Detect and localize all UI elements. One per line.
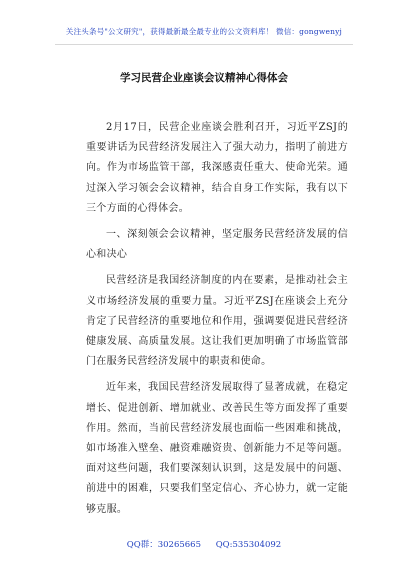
paragraph: 近年来，我国民营经济发展取得了显著成就，在稳定增长、促进创新、增加就业、改善民生等方面发挥了重要作用。然而，当前民营经济发展也面临一些困难和挑战，如市场准入壁垒、融资难融资贵、创新能力不足等问题。面对这些问题，我们要深刻认识到，这是发展中的问题、前进中的困难，只要我们坚定信心、齐心协力，就一定能够克服。 [86,382,348,515]
paragraph: 民营经济是我国经济制度的内在要素，是推动社会主义市场经济发展的重要力量。习近平ZSJ在座谈会上充分肯定了民营经济的重要地位和作用，强调要促进民营经济健康发展、高质量发展。这让我们更加明确了市场监管部门在服务民营经济发展中的职责和使命。 [86,275,348,368]
footer-contact [0,538,408,550]
section-heading: 一、深刻领会会议精神，坚定服务民营经济发展的信心和决心 [86,229,348,261]
qq-group-text: QQ群：30265665 [126,540,201,550]
header-divider [55,44,353,45]
document-title: 学习民营企业座谈会议精神心得体会 [120,72,288,84]
document-body [86,118,348,526]
paragraph: 2月17日，民营企业座谈会胜利召开，习近平ZSJ的重要讲话为民营经济发展注入了强大动力，指明了前进方向。作为市场监管干部，我深感责任重大、使命光荣。通过深入学习领会会议精神，结合自身工作实际，我有以下三个方面的心得体会。 [86,122,348,214]
header-note: 关注头条号"公文研究"，获得最新最全最专业的公文资料库！ 微信：gongwenyj [65,27,343,36]
qq-text: QQ:535304092 [215,540,282,550]
